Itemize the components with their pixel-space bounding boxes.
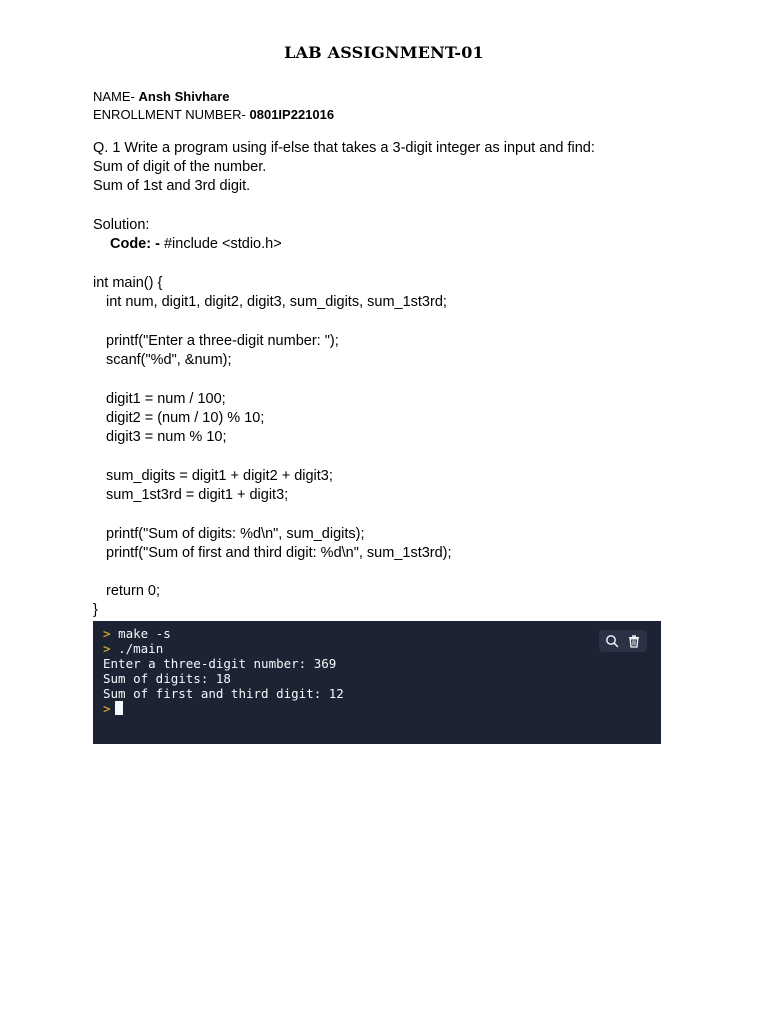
prompt-icon: > [103, 626, 111, 641]
code-label: Code: - [110, 236, 164, 252]
question-line-2: Sum of digit of the number. [93, 159, 267, 175]
terminal-command: ./main [118, 641, 164, 656]
terminal-output: Enter a three-digit number: 369 [103, 656, 337, 671]
question-line-3: Sum of 1st and 3rd digit. [93, 178, 251, 194]
code-line: printf("Sum of digits: %d\n", sum_digits); [106, 526, 365, 542]
code-line: sum_digits = digit1 + digit2 + digit3; [106, 468, 333, 484]
code-line: return 0; [106, 583, 160, 599]
clear-button[interactable] [625, 632, 643, 650]
code-line: int num, digit1, digit2, digit3, sum_digits, sum_1st3rd; [106, 294, 447, 310]
name-value: Ansh Shivhare [138, 89, 230, 104]
code-line: digit1 = num / 100; [106, 391, 226, 407]
code-line: #include <stdio.h> [163, 236, 282, 252]
name-label: NAME- [93, 89, 139, 104]
question-text: Q. 1 Write a program using if-else that takes a 3-digit integer as input and find: [93, 140, 595, 156]
page-title: LAB ASSIGNMENT-01 [284, 43, 484, 62]
cursor [115, 701, 123, 715]
terminal-line [103, 641, 163, 656]
prompt-icon: > [103, 641, 111, 656]
solution-label: Solution: [93, 217, 150, 233]
code-line: sum_1st3rd = digit1 + digit3; [106, 487, 289, 503]
trash-icon [627, 634, 641, 648]
code-line: printf("Enter a three-digit number: "); [106, 333, 339, 349]
terminal-command: make -s [118, 626, 171, 641]
code-label-line [110, 235, 282, 254]
code-line: } [93, 602, 98, 618]
search-button[interactable] [603, 632, 621, 650]
prompt-icon: > [103, 701, 111, 716]
code-line: scanf("%d", &num); [106, 352, 232, 368]
code-line: printf("Sum of first and third digit: %d\n", sum_1st3rd); [106, 545, 452, 561]
enrollment-label: ENROLLMENT NUMBER- [93, 107, 250, 122]
terminal-output: Sum of digits: 18 [103, 671, 231, 686]
code-line: int main() { [93, 275, 163, 291]
terminal-prompt-line[interactable] [103, 701, 123, 716]
terminal-screenshot [93, 621, 661, 744]
enrollment-value: 0801IP221016 [249, 107, 335, 122]
terminal-output: Sum of first and third digit: 12 [103, 686, 344, 701]
terminal-line [103, 626, 171, 641]
terminal-toolbar [599, 630, 647, 652]
code-line: digit3 = num % 10; [106, 429, 227, 445]
code-line: digit2 = (num / 10) % 10; [106, 410, 265, 426]
search-icon [605, 634, 619, 648]
name-line [93, 87, 230, 106]
enrollment-line [93, 105, 334, 124]
